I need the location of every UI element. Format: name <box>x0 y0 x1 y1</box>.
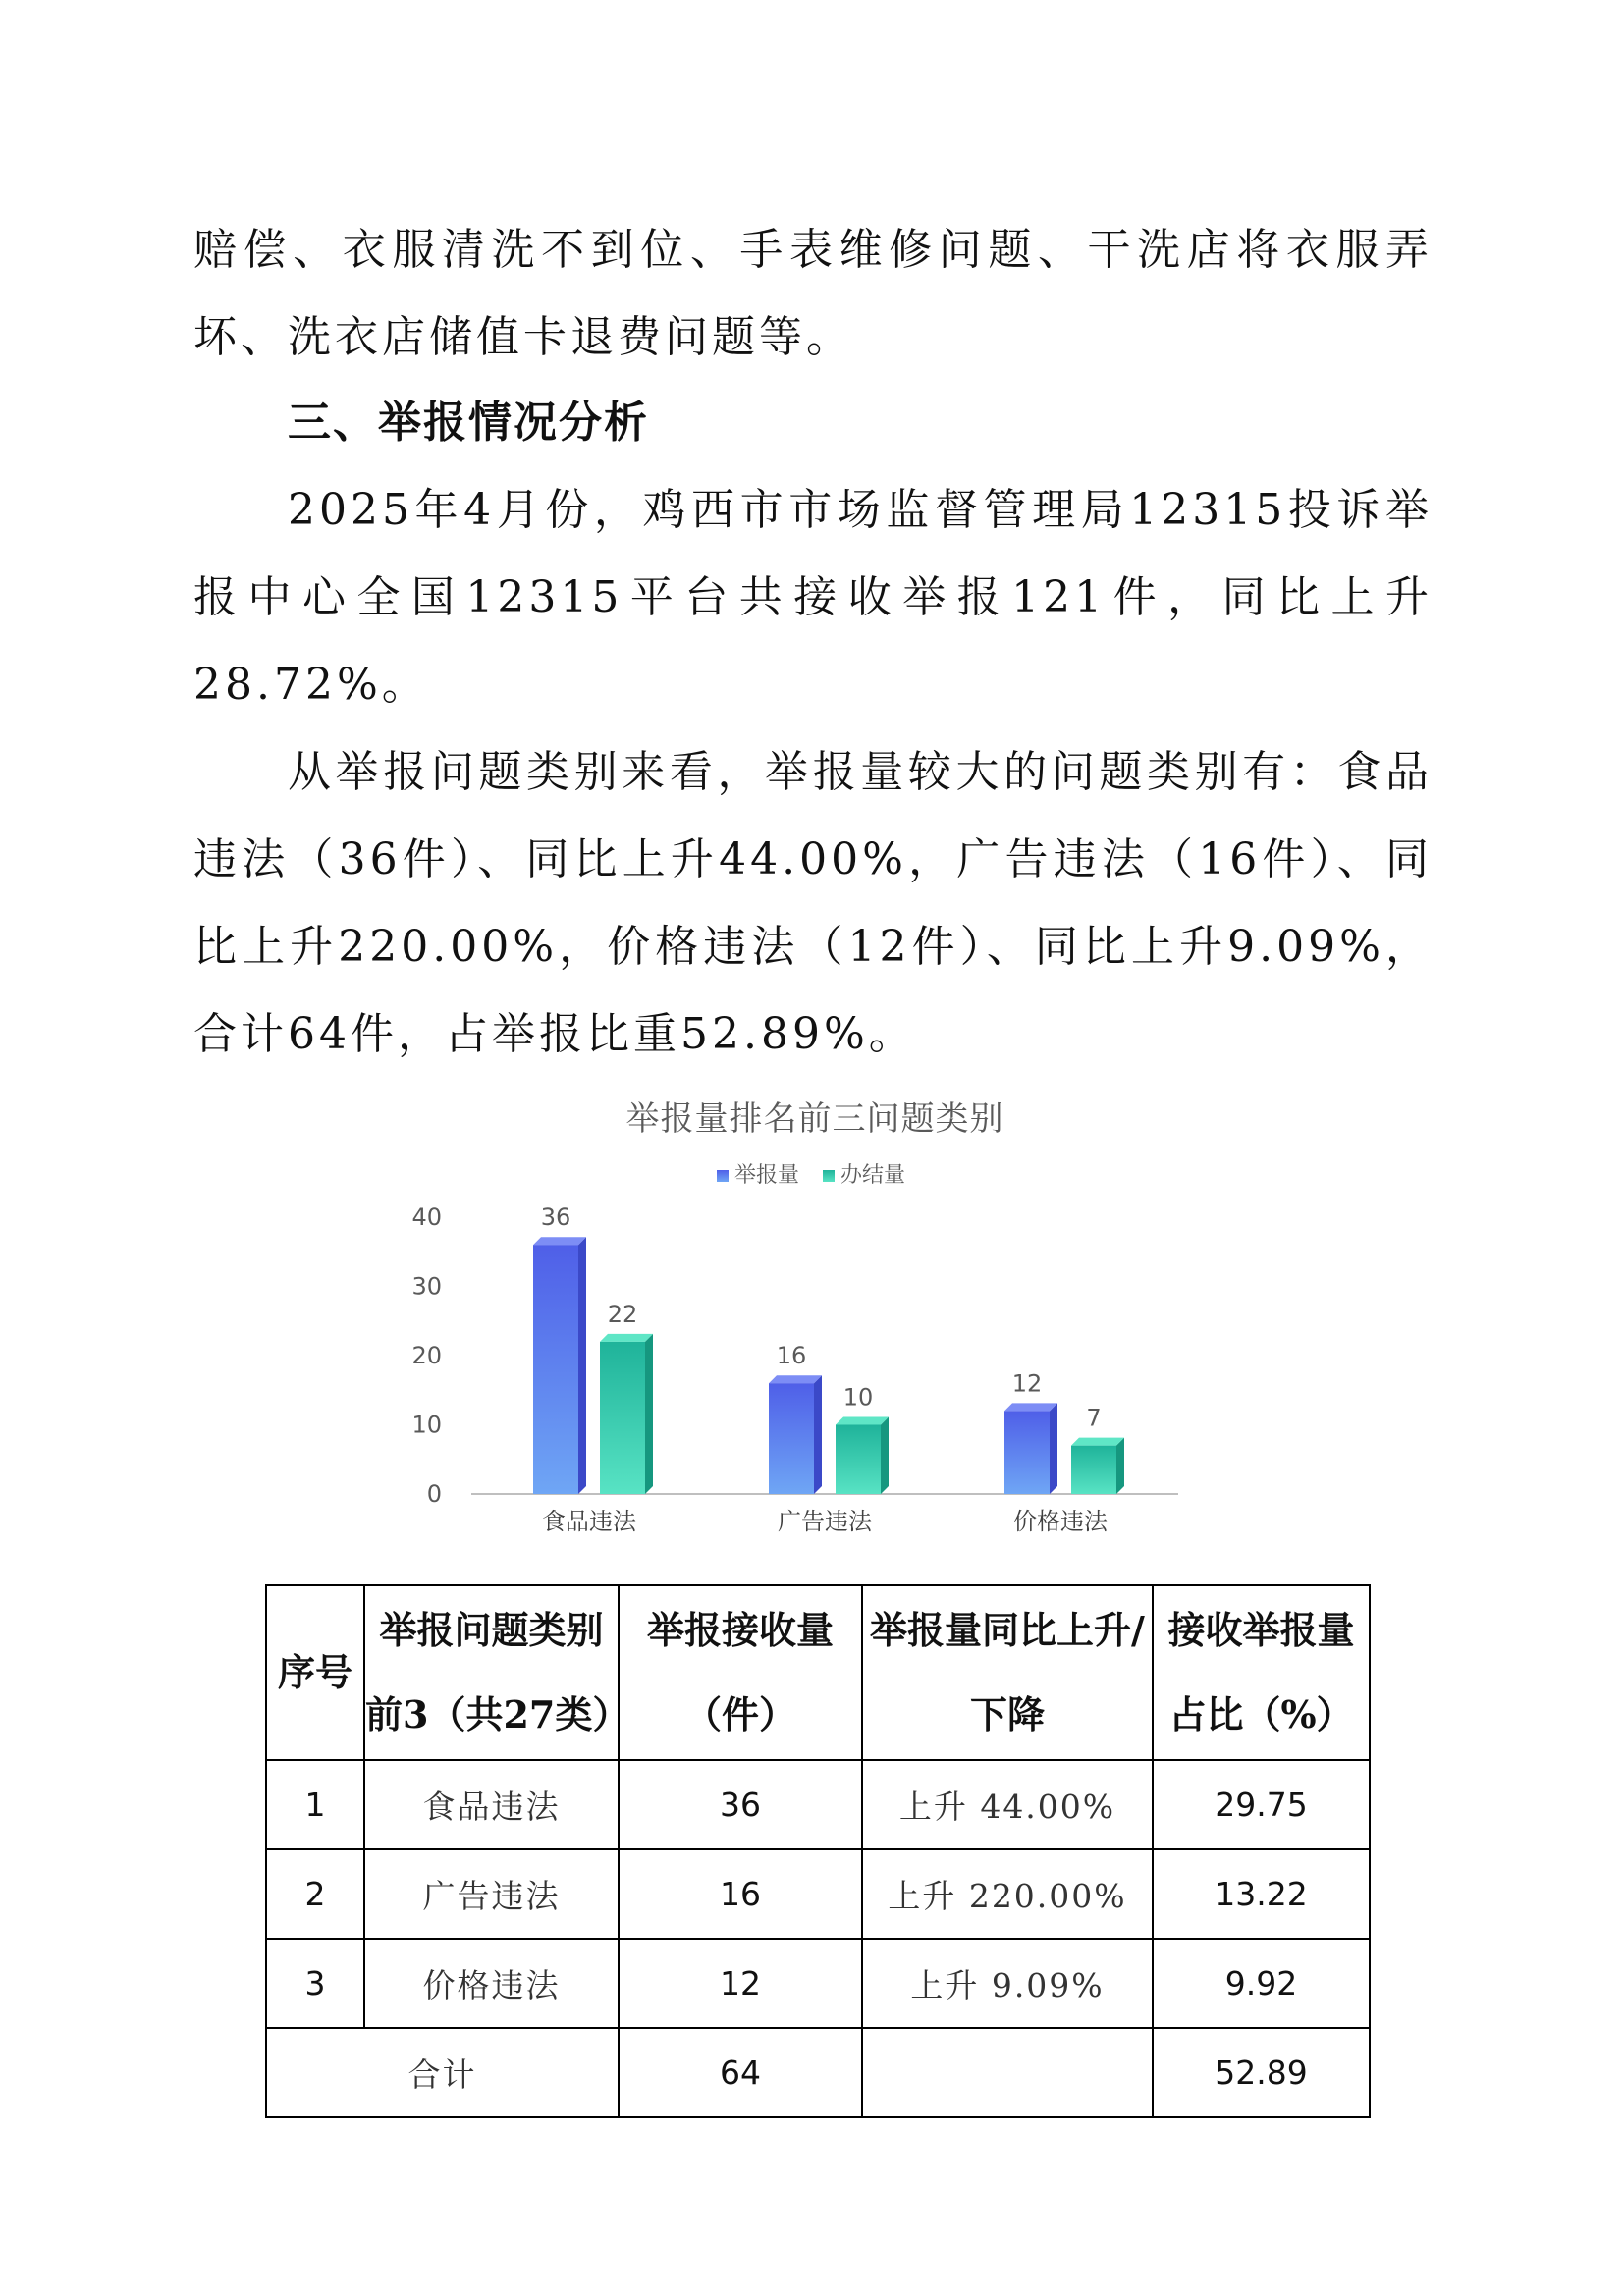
bar-办结量 <box>836 1425 881 1495</box>
cell-total-label: 合计 <box>266 2028 619 2117</box>
y-tick-label: 20 <box>411 1342 442 1369</box>
bar-举报量 <box>769 1383 814 1494</box>
cell-count: 36 <box>619 1760 862 1849</box>
bar-side <box>1050 1403 1057 1494</box>
data-label: 7 <box>1086 1404 1102 1432</box>
header-no: 序号 <box>266 1585 364 1760</box>
cell-share: 9.92 <box>1153 1939 1370 2028</box>
table-row <box>266 1849 1370 1939</box>
paragraph-detail: 从举报问题类别来看，举报量较大的问题类别有：食品违法（36件）、同比上升44.00%，广告违法（16件）、同比上升220.00%，价格违法（12件）、同比上升9.09%，合计64件，占举报比重52.89%。 <box>193 747 1433 1059</box>
cell-change: 上升 44.00% <box>862 1760 1153 1849</box>
bar-top <box>769 1375 822 1383</box>
cell-total-change <box>862 2028 1153 2117</box>
cell-no: 2 <box>266 1849 364 1939</box>
x-category-label: 食品违法 <box>542 1508 636 1535</box>
bar-举报量 <box>1004 1411 1050 1494</box>
cell-category: 广告违法 <box>364 1849 619 1939</box>
bar-chart <box>393 1158 1218 1571</box>
data-label: 12 <box>1011 1369 1043 1398</box>
cell-total-share: 52.89 <box>1153 2028 1370 2117</box>
bar-side <box>1116 1438 1124 1494</box>
cell-category: 食品违法 <box>364 1760 619 1849</box>
legend-swatch <box>717 1170 729 1182</box>
bar-side <box>578 1237 586 1494</box>
y-tick-label: 40 <box>411 1203 442 1231</box>
cell-change: 上升 9.09% <box>862 1939 1153 2028</box>
table-total-row <box>266 2028 1370 2117</box>
bar-办结量 <box>1071 1446 1116 1494</box>
y-tick-label: 0 <box>426 1480 442 1508</box>
cell-no: 1 <box>266 1760 364 1849</box>
cell-count: 16 <box>619 1849 862 1939</box>
bar-办结量 <box>600 1342 645 1494</box>
cell-count: 12 <box>619 1939 862 2028</box>
bar-举报量 <box>533 1245 578 1494</box>
table-row <box>266 1760 1370 1849</box>
bar-top <box>600 1334 653 1342</box>
cell-total-count: 64 <box>619 2028 862 2117</box>
data-label: 10 <box>842 1383 874 1412</box>
header-category: 举报问题类别前3（共27类） <box>364 1585 619 1760</box>
section-heading: 三、举报情况分析 <box>288 398 649 448</box>
header-count: 举报接收量（件） <box>619 1585 862 1760</box>
bar-side <box>814 1375 822 1494</box>
report-table <box>265 1584 1371 2118</box>
bar-side <box>645 1334 653 1494</box>
cell-category: 价格违法 <box>364 1939 619 2028</box>
paragraph-summary: 2025年4月份，鸡西市市场监督管理局12315投诉举报中心全国12315平台共接收举报121件，同比上升28.72%。 <box>193 485 1433 710</box>
table-header-row <box>266 1585 1370 1760</box>
cell-share: 29.75 <box>1153 1760 1370 1849</box>
table-row <box>266 1939 1370 2028</box>
bar-top <box>1004 1403 1057 1411</box>
legend-label: 办结量 <box>840 1163 906 1188</box>
cell-no: 3 <box>266 1939 364 2028</box>
bar-top <box>836 1417 889 1425</box>
bar-top <box>533 1237 586 1245</box>
data-label: 36 <box>540 1203 571 1232</box>
x-category-label: 价格违法 <box>1013 1508 1108 1535</box>
y-tick-label: 10 <box>411 1411 442 1439</box>
header-share: 接收举报量占比（%） <box>1153 1585 1370 1760</box>
data-label: 22 <box>607 1300 638 1328</box>
y-tick-label: 30 <box>411 1272 442 1301</box>
bar-top <box>1071 1438 1124 1446</box>
legend-label: 举报量 <box>734 1163 800 1188</box>
chart-title: 举报量排名前三问题类别 <box>625 1099 1004 1139</box>
paragraph-continuation: 赔偿、衣服清洗不到位、手表维修问题、干洗店将衣服弄坏、洗衣店储值卡退费问题等。 <box>193 225 1433 362</box>
legend-swatch <box>823 1170 835 1182</box>
cell-share: 13.22 <box>1153 1849 1370 1939</box>
bar-side <box>881 1417 889 1495</box>
cell-change: 上升 220.00% <box>862 1849 1153 1939</box>
header-change: 举报量同比上升/下降 <box>862 1585 1153 1760</box>
x-category-label: 广告违法 <box>778 1508 872 1535</box>
data-label: 16 <box>776 1342 807 1370</box>
